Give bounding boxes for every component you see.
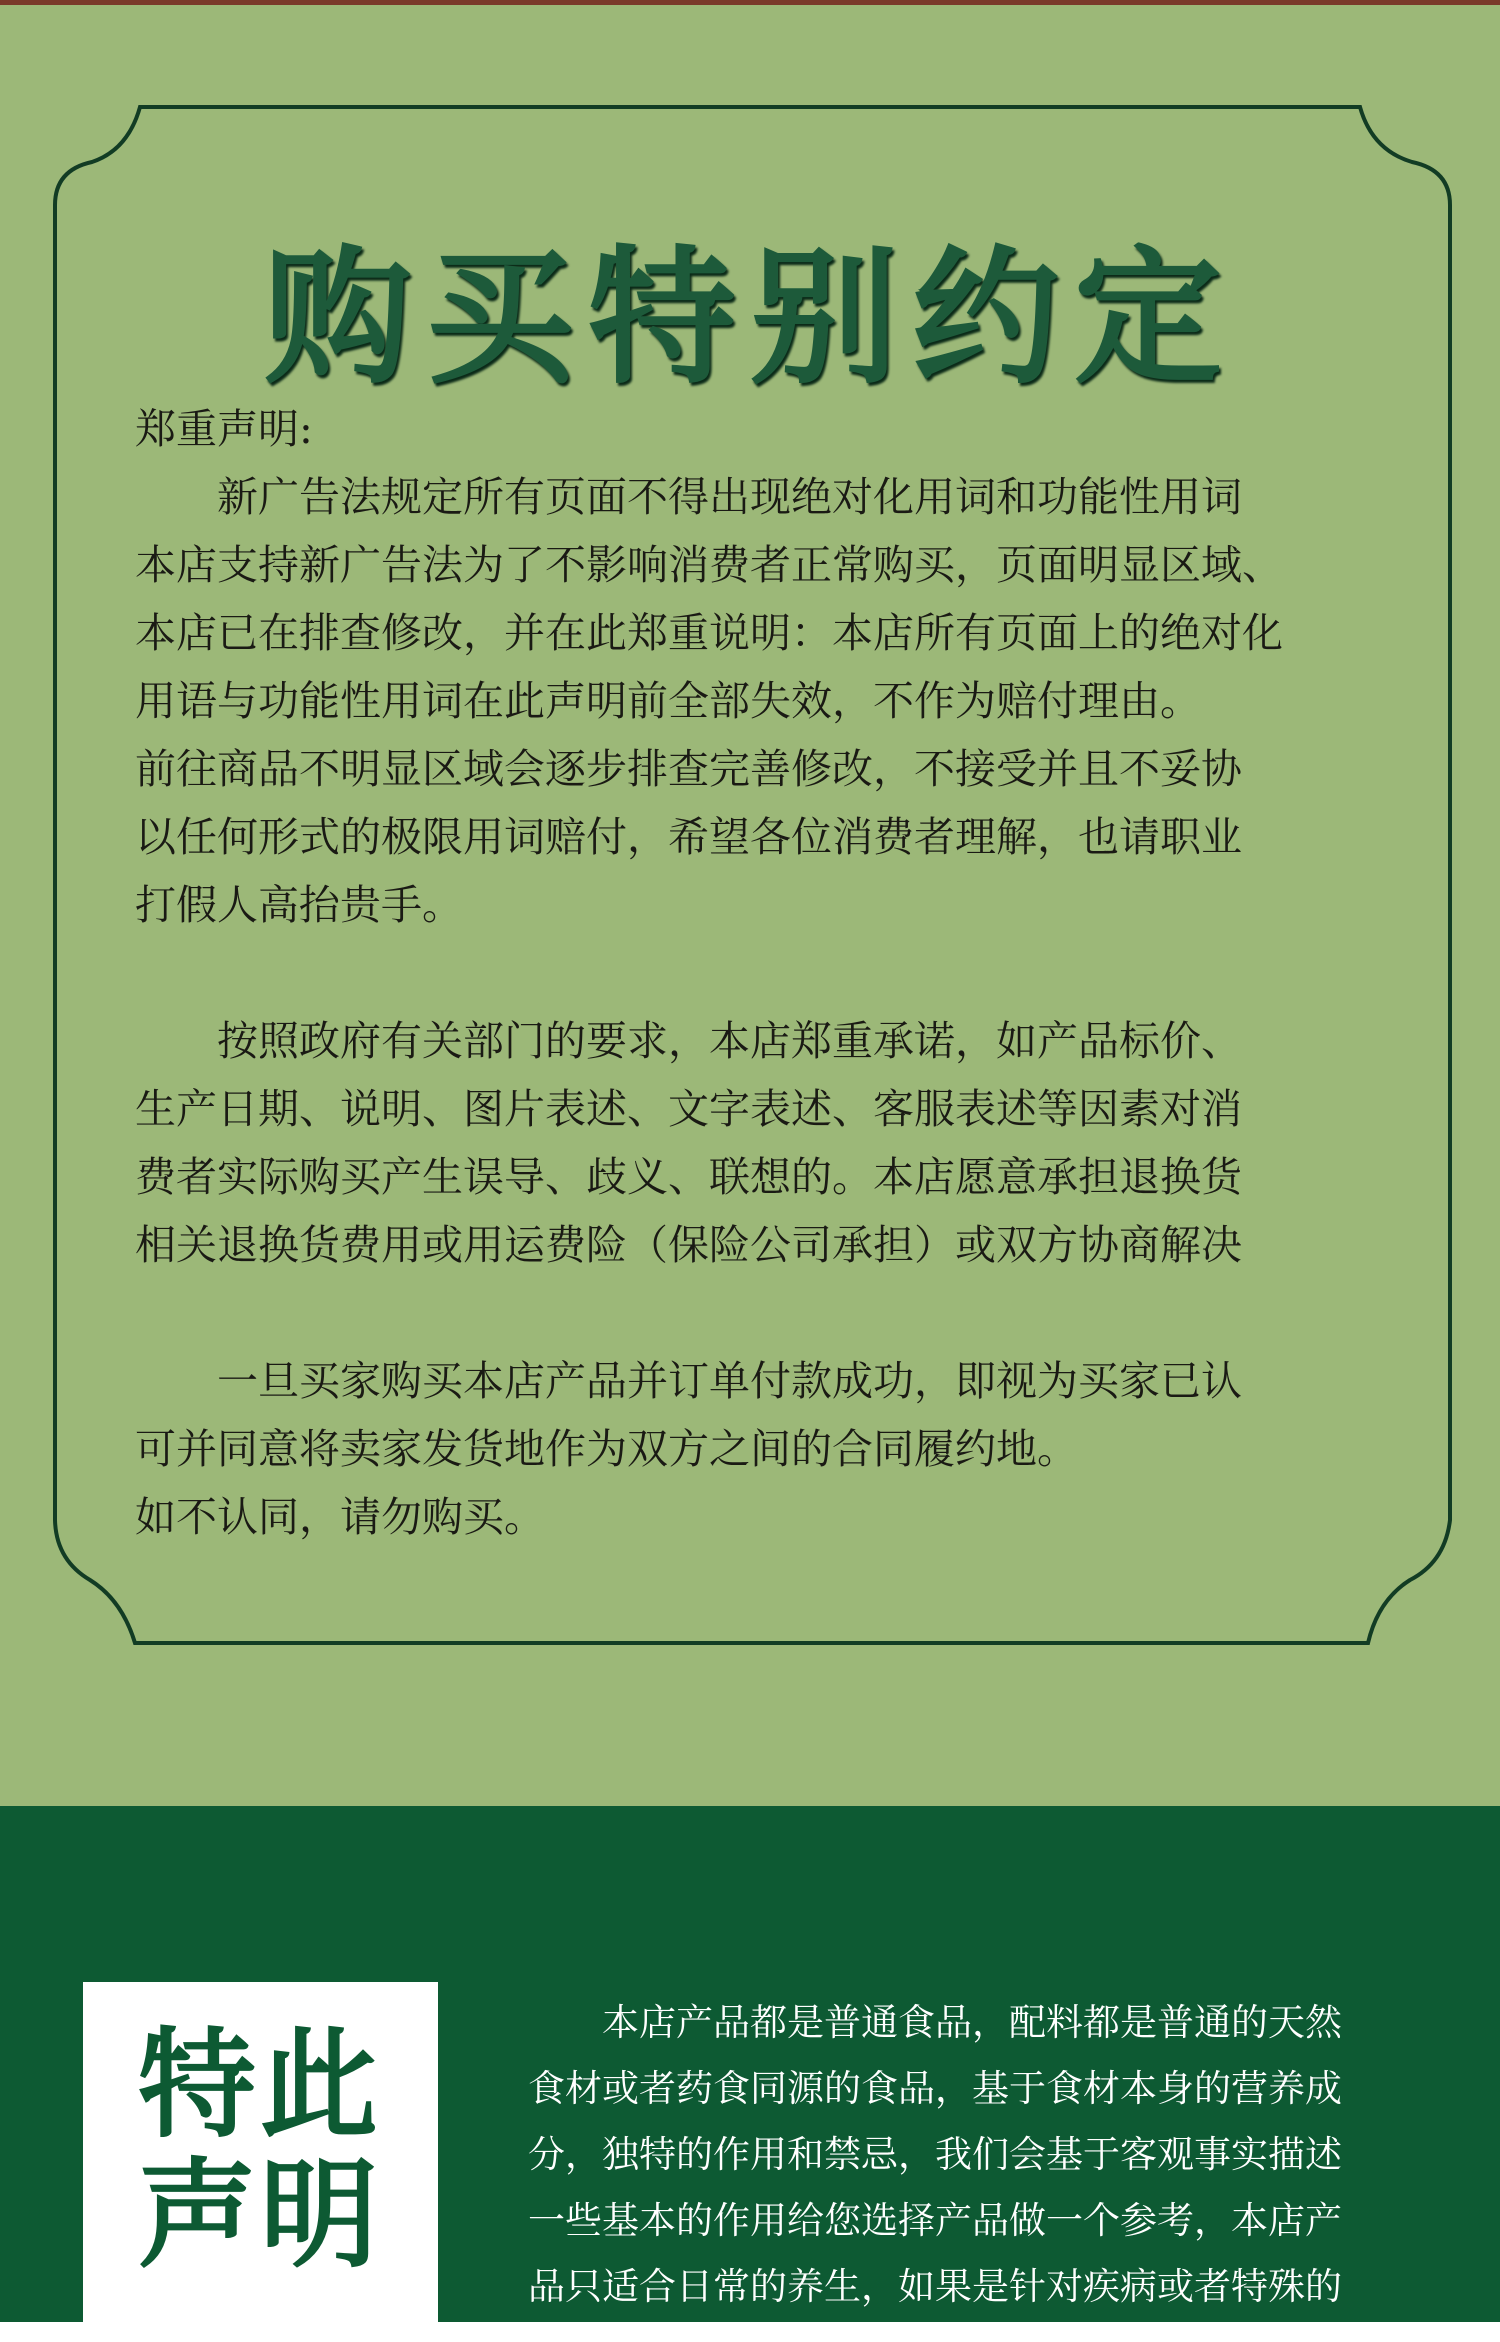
stamp-line: 声明 <box>138 2146 383 2284</box>
agreement-line: 以任何形式的极限用词赔付，希望各位消费者理解，也请职业 <box>135 813 1242 861</box>
agreement-spacer <box>135 939 1385 1007</box>
notice-line: 分，独特的作用和禁忌，我们会基于客观事实描述 <box>528 2133 1342 2176</box>
agreement-line: 本店支持新广告法为了不影响消费者正常购买，页面明显区域、 <box>135 541 1283 589</box>
notice-line: 本店产品都是普通食品，配料都是普通的天然 <box>528 2001 1342 2044</box>
agreement-spacer <box>135 1279 1385 1347</box>
agreement-line: 新广告法规定所有页面不得出现绝对化用词和功能性用词 <box>135 473 1242 521</box>
agreement-line: 可并同意将卖家发货地作为双方之间的合同履约地。 <box>135 1425 1078 1473</box>
agreement-line: 按照政府有关部门的要求，本店郑重承诺，如产品标价、 <box>135 1017 1242 1065</box>
agreement-line: 打假人高抬贵手。 <box>135 881 463 929</box>
agreement-heading: 郑重声明: <box>135 405 313 453</box>
agreement-body <box>135 395 1385 1551</box>
agreement-line: 一旦买家购买本店产品并订单付款成功，即视为买家已认 <box>135 1357 1242 1405</box>
notice-line: 食材或者药食同源的食品，基于食材本身的营养成 <box>528 2067 1342 2110</box>
agreement-line: 本店已在排查修改，并在此郑重说明：本店所有页面上的绝对化 <box>135 609 1283 657</box>
agreement-line: 前往商品不明显区域会逐步排查完善修改，不接受并且不妥协 <box>135 745 1242 793</box>
agreement-line: 用语与功能性用词在此声明前全部失效，不作为赔付理由。 <box>135 677 1201 725</box>
stamp-line: 特此 <box>138 2016 383 2154</box>
notice-line: 一些基本的作用给您选择产品做一个参考，本店产 <box>528 2199 1342 2242</box>
agreement-line: 如不认同，请勿购买。 <box>135 1493 545 1541</box>
notice-body <box>528 1990 1458 2320</box>
agreement-line: 生产日期、说明、图片表述、文字表述、客服表述等因素对消 <box>135 1085 1242 1133</box>
agreement-line: 费者实际购买产生误导、歧义、联想的。本店愿意承担退换货 <box>135 1153 1242 1201</box>
notice-stamp-text <box>138 2016 388 2284</box>
agreement-line: 相关退换货费用或用运费险（保险公司承担）或双方协商解决 <box>135 1221 1242 1269</box>
page-title: 购买特别约定 <box>264 230 1236 404</box>
notice-line: 品只适合日常的养生，如果是针对疾病或者特殊的 <box>528 2265 1342 2308</box>
